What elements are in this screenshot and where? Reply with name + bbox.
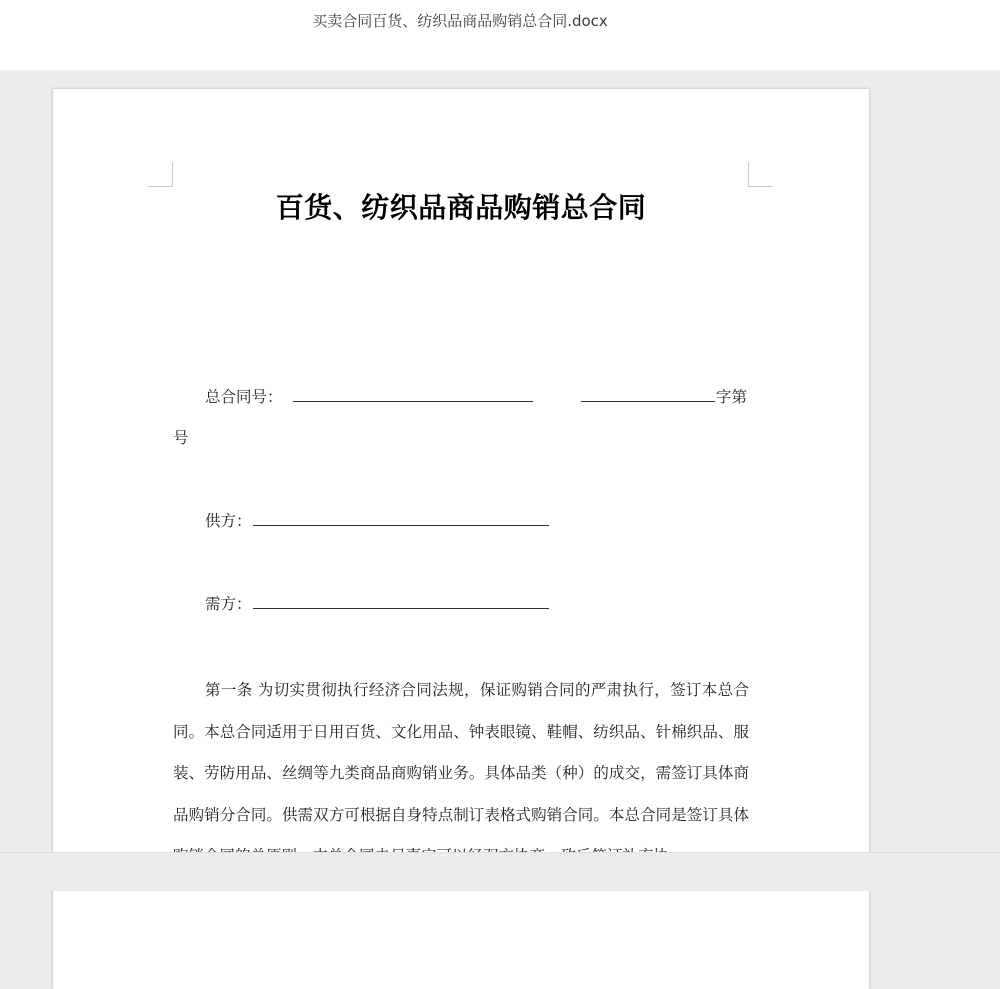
document-title: 百货、纺织品商品购销总合同: [275, 191, 647, 224]
supplier-label: 供方：: [205, 512, 252, 530]
article-1-paragraph: 第一条 为切实贯彻执行经济合同法规，保证购销合同的严肃执行，签订本总合同。本总合同适用于日用百货、文化用品、钟表眼镜、鞋帽、纺织品、针棉织品、服装、劳防用品、丝绸等九类商品商购销业务。具体品类（种）的成交，需签订具体商品购销分合同。供需双方可根据自身特点制订表格式购销合同。本总合同是签订具体: [173, 681, 749, 824]
document-filename: 买卖合同百货、纺织品商品购销总合同.docx: [312, 12, 608, 30]
supplier-blank: [253, 511, 549, 526]
buyer-line: [173, 592, 749, 616]
contract-number-label: 总合同号：: [205, 388, 283, 406]
contract-number-suffix: 字第: [716, 388, 748, 406]
buyer-blank: [253, 594, 549, 609]
title-bar: [0, 0, 1000, 70]
margin-corner-top-left: [148, 162, 173, 187]
bottom-bar: [0, 852, 1000, 891]
supplier-line: [173, 509, 749, 533]
contract-number-line: [173, 385, 749, 409]
contract-number-blank-2: [581, 387, 715, 402]
margin-corner-top-right: [748, 162, 773, 187]
buyer-label: 需方：: [205, 595, 252, 613]
document-viewport[interactable]: [0, 70, 1000, 852]
contract-number-blank-1: [293, 387, 533, 402]
contract-number-suffix-2: 号: [173, 429, 189, 447]
contract-number-line-2: [173, 426, 749, 450]
